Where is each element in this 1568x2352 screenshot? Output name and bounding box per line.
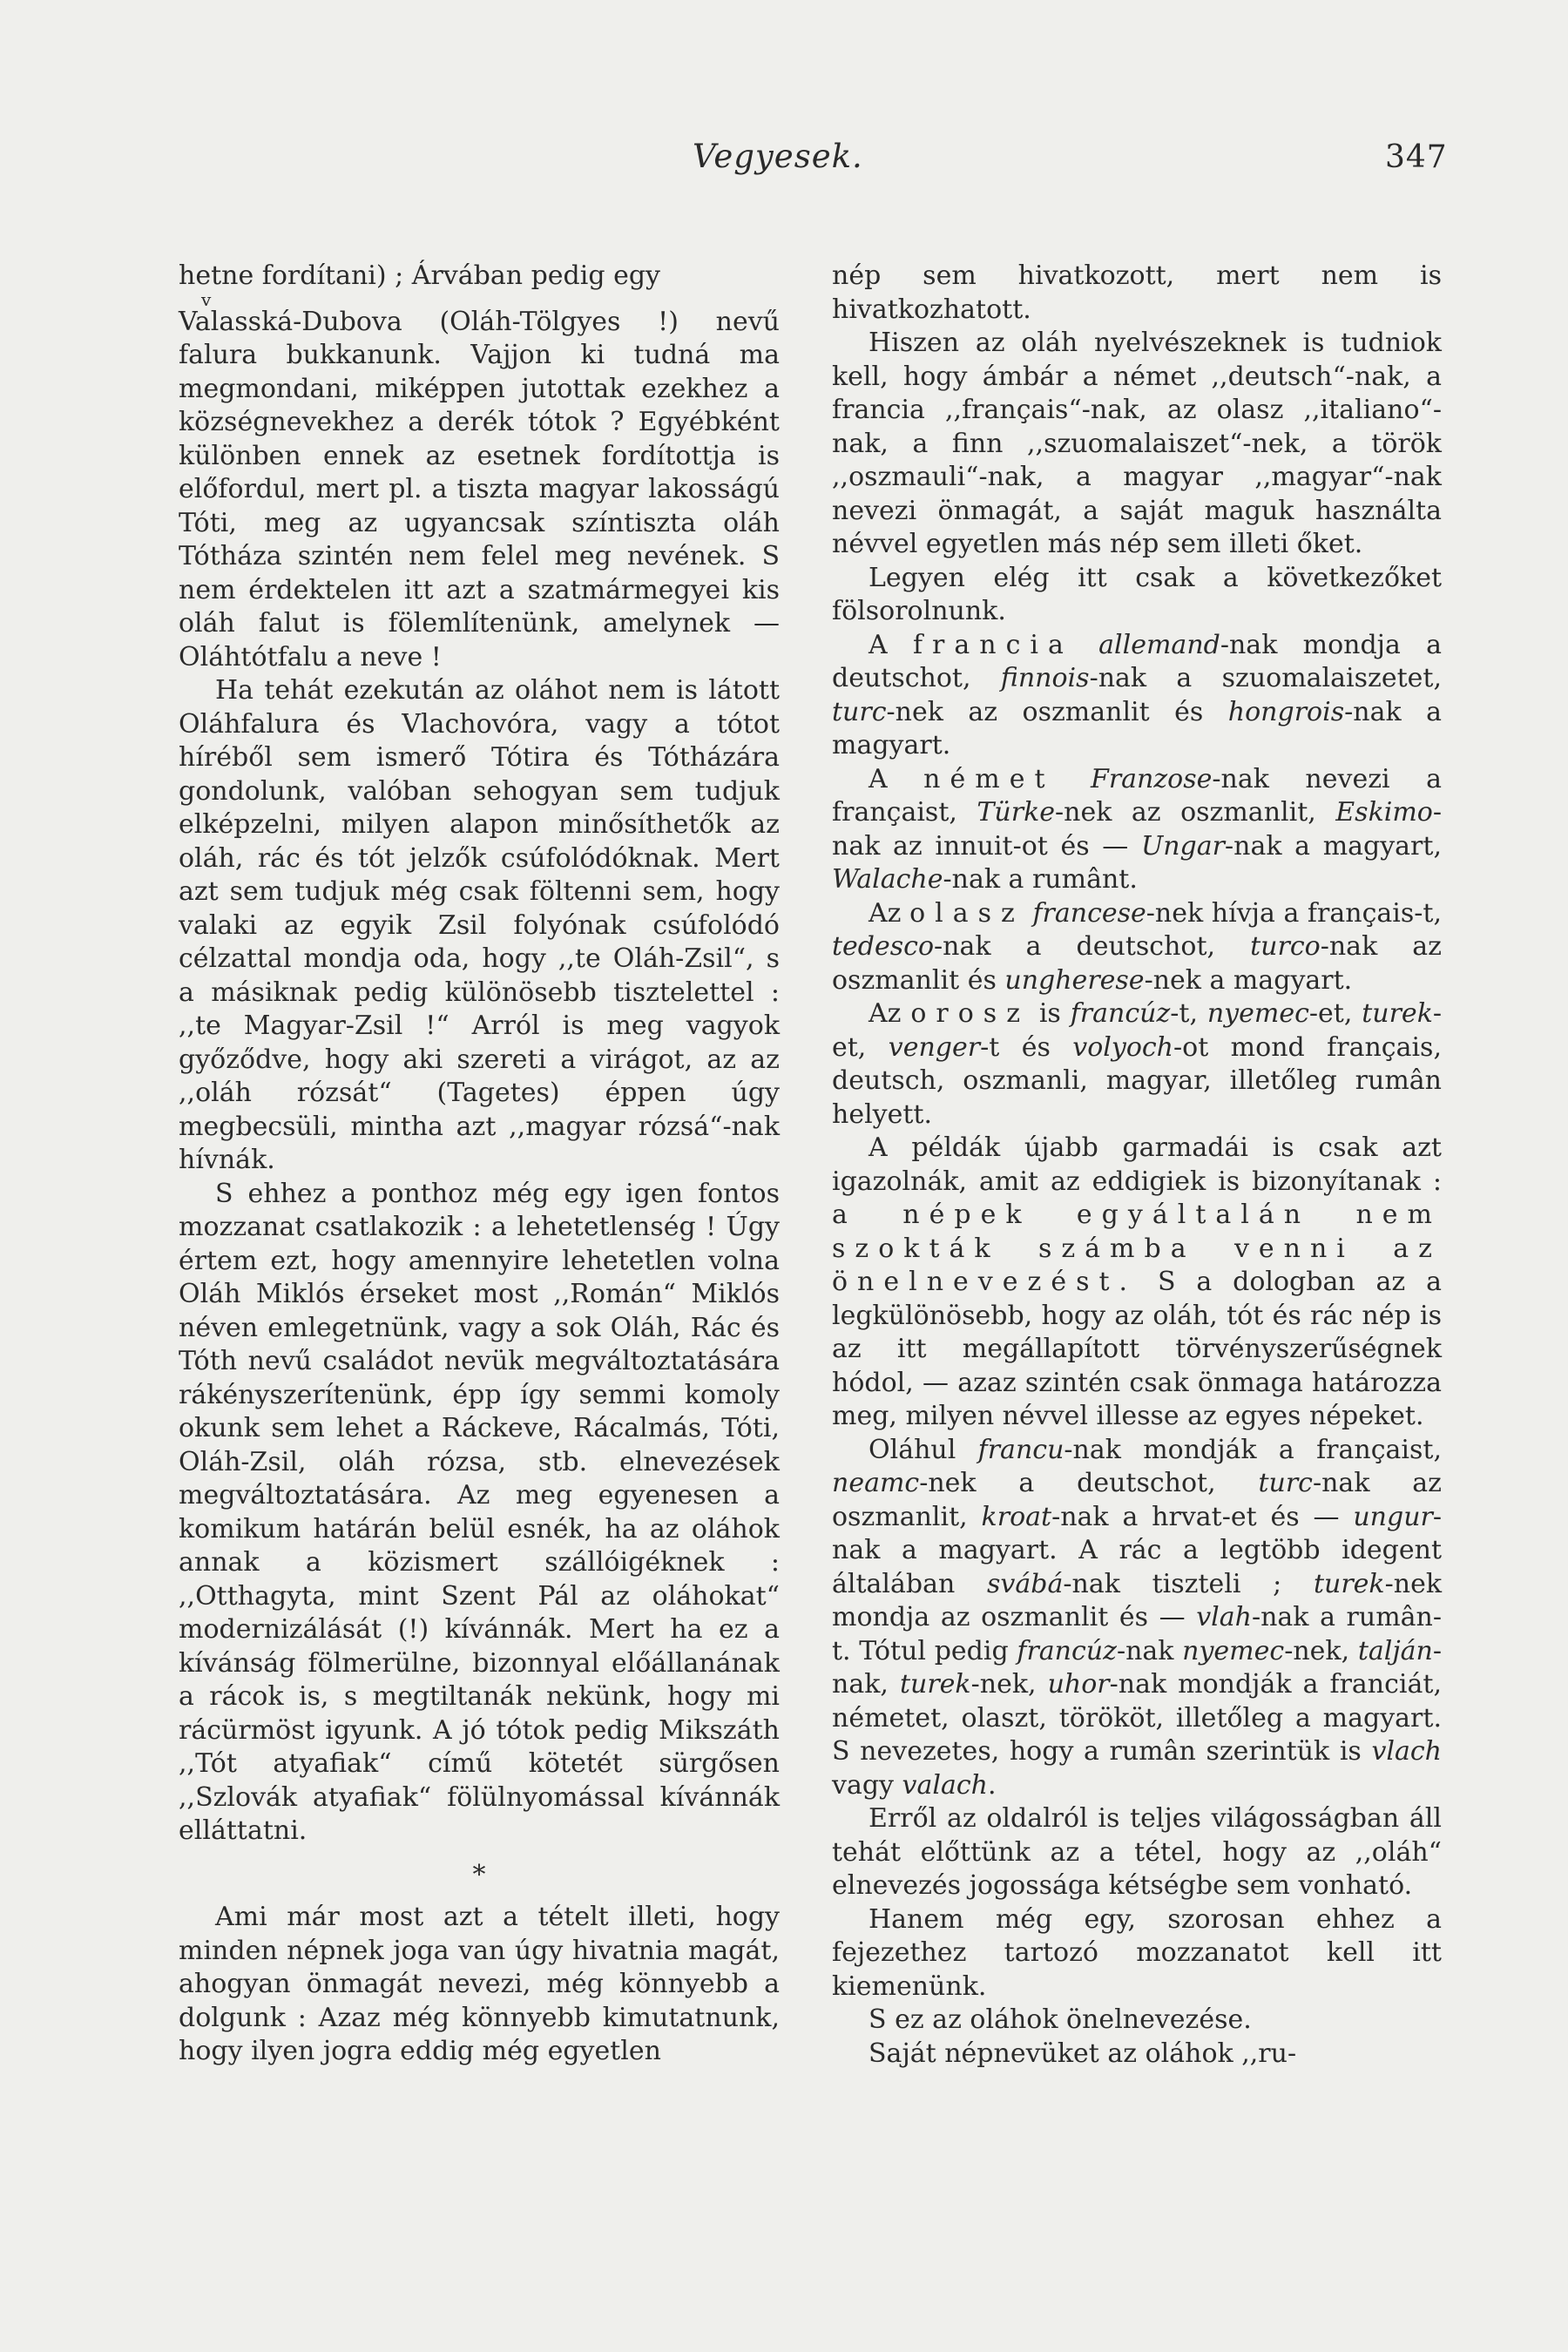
paragraph: S ehhez a ponthoz még egy igen fontos mozzanat csatlakozik : a lehetetlenség ! Úgy értem ezt, hogy amennyire lehetetlen volna Oláh Miklós érseket most ,,Román“ Miklós néven emlegetnünk, vagy a sok Oláh, Rác és Tóth nevű családot nevük megváltoztatására rákényszerítenünk, épp így semmi komoly okunk sem lehet a Ráckeve, Rácalmás, Tóti, Oláh-Zsil, oláh rózsa, stb. elnevezések megváltoztatására. Az meg egyenesen a komikum határán belül esnék, ha az oláhok annak a közismert szállóigéknek : ,,Otthagyta, mint Szent Pál az oláhokat“ modernizálását (!) kívánnák. Mert ha ez a kívánság fölmerülne, bizonnyal előállanának a rácok is, s megtiltanák nekünk, hogy mi rácürmöst igyunk. A jó tótok pedig Mikszáth ,,Tót atyafiak“ című kötetét sürgősen ,,Szlovák atyafiak“ fölülnyomással kívánnák elláttatni. (179, 1178, 780, 1846)
running-title: Vegyesek. (693, 138, 863, 175)
paragraph: Hanem még egy, szorosan ehhez a fejezethez tartozó mozzanatot kell itt kiemenünk. (832, 1903, 1442, 2002)
paragraph: Saját népnevüket az oláhok ,,ru- (868, 2038, 1297, 2069)
paragraph: A német Franzose-nak nevezi a françaist, Türke-nek az oszmanlit, Eskimo-nak az innuit-ot és — Ungar-nak a magyart, Walache-nak a rumânt. (832, 763, 1442, 895)
paragraph: Az olasz francese-nek hívja a français-t, tedesco-nak a deutschot, turco-nak az oszmanlit és ungherese-nek a magyart. (832, 897, 1442, 996)
paragraph: Oláhul francu-nak mondják a françaist, neamc-nek a deutschot, turc-nak az oszmanlit, kroat-nak a hrvat-et és — ungur-nak a magyart. A rác a legtöbb idegent általában svábá-nak tiszteli ; turek-nek mondja az oszmanlit és — vlah-nak a rumân-t. Tótul pedig francúz-nak nyemec-nek, talján-nak, turek-nek, uhor-nak mondják a franciát, németet, olaszt, törököt, illetőleg a magyart. S nevezetes, hogy a rumân szerintük is vlach vagy valach. (832, 1434, 1443, 1801)
hacek-mark: v (201, 288, 212, 310)
section-separator: * (472, 1859, 486, 1890)
paragraph: Ha tehát ezekután az oláhot nem is látott Oláhfalura és Vlachovóra, vagy a tótot híréből sem ismerő Tótira és Tótházára gondolunk, valóban sehogyan sem tudjuk elképzelni, milyen alapon minősíthetők az oláh, rác és tót jelzők csúfolódóknak. Mert azt sem tudjuk még csak föltenni sem, hogy valaki az egyik Zsil folyónak csúfolódó célzattal mondja oda, hogy ,,te Oláh-Zsil“, s a másiknak pedig különösebb tisztelettel : ,,te Magyar-Zsil !“ Arról is meg vagyok győződve, hogy aki szereti a virágot, az az ,,oláh rózsát“ (Tagetes) éppen úgy megbecsüli, mintha azt ,,magyar rózsá“-nak hívnák. (179, 675, 780, 1175)
right-column (832, 260, 1442, 2071)
paragraph: A példák újabb garmadái is csak azt igazolnák, amit az eddigiek is bizonyítanak : a népek egyáltalán nem szokták számba venni az önelnevezést. S a dologban az a legkülönösebb, hogy az oláh, tót és rác nép is az itt megállapított törvényszerűségnek hódol, — azaz szintén csak önmaga határozza meg, milyen névvel illesse az egyes népeket. (832, 1132, 1442, 1431)
paragraph: A francia allemand-nak mondja a deutschot, finnois-nak a szuomalaiszetet, turc-nek az oszmanlit és hongrois-nak a magyart. (832, 629, 1443, 760)
left-column (179, 260, 780, 2069)
paragraph: Hiszen az oláh nyelvészeknek is tudniok kell, hogy ámbár a német ,,deutsch“-nak, a francia ,,français“-nak, az olasz ,,italiano“-nak, a finn ,,szuomalaiszet“-nek, a török ,,oszmauli“-nak, a magyar ,,magyar“-nak nevezi önmagát, a saját maguk használta névvel egyetlen más nép sem illeti őket. (832, 328, 1442, 559)
paragraph: S ez az oláhok önelnevezése. (868, 2004, 1252, 2035)
page-number: 347 (1385, 139, 1448, 175)
paragraph: hetne fordítani) ; Árvában pedig egy v Valasská-Dubova (Oláh-Tölgyes !) nevű falura bukkanunk. Vajjon ki tudná ma megmondani, miképpen jutottak ezekhez a községnevekhez a derék tótok ? Egyébként különben ennek az esetnek fordítottja is előfordul, mert pl. a tiszta magyar lakosságú Tóti, meg az ugyancsak színtiszta oláh Tótháza szintén nem felel meg nevének. S nem érdektelen itt azt a szatmármegyei kis oláh falut is fölemlítenünk, amelynek — Oláhtótfalu a neve ! (179, 260, 780, 672)
paragraph: Ami már most azt a tételt illeti, hogy minden népnek joga van úgy hivatnia magát, ahogyan önmagát nevezi, még könnyebb a dolgunk : Azaz még könnyebb kimutatnunk, hogy ilyen jogra eddig még egyetlen (179, 1902, 780, 2066)
paragraph: Legyen elég itt csak a következőket fölsorolnunk. (832, 562, 1442, 626)
paragraph: Erről az oldalról is teljes világosságban áll tehát előttünk az a tétel, hogy az ,,oláh“ elnevezés jogossága kétségbe sem vonható. (832, 1803, 1442, 1901)
paragraph: Az orosz is francúz-t, nyemec-et, turek-et, venger-t és volyoch-ot mond français, deutsch, oszmanli, magyar, illetőleg rumân helyett. (832, 998, 1443, 1130)
paragraph: nép sem hivatkozott, mert nem is hivatkozhatott. (832, 260, 1442, 325)
